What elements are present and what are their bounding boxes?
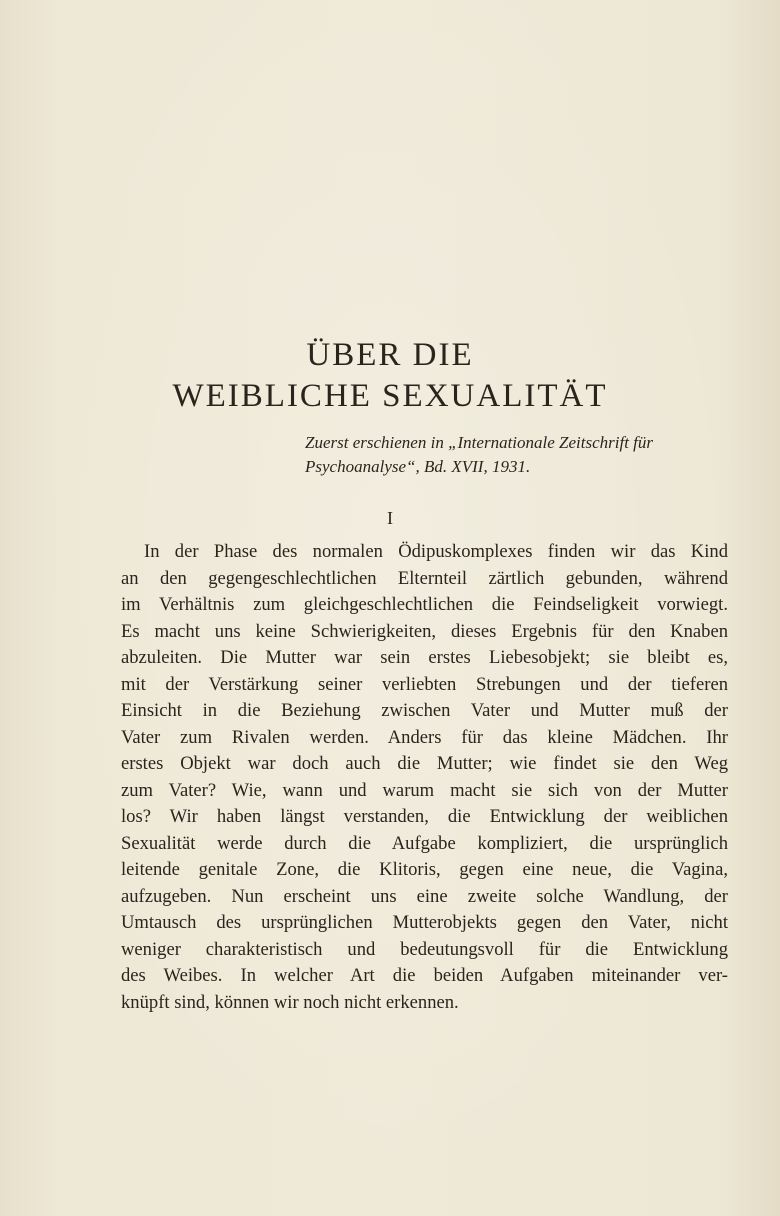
body-line: los? Wir haben längst verstanden, die Entwicklung der weiblichen [121, 806, 728, 827]
body-line: abzuleiten. Die Mutter war sein erstes Liebesobjekt; sie bleibt es, [121, 647, 728, 668]
body-line: leitende genitale Zone, die Klitoris, gegen eine neue, die Vagina, [121, 859, 728, 880]
body-line: weniger charakteristisch und bedeutungsvoll für die Entwicklung [121, 938, 728, 960]
body-line: erstes Objekt war doch auch die Mutter; wie findet sie den Weg [121, 753, 728, 774]
chapter-title-line-2: WEIBLICHE SEXUALITÄT [172, 378, 608, 414]
body-line: knüpft sind, können wir noch nicht erkennen. [121, 991, 459, 1013]
body-line: Sexualität werde durch die Aufgabe kompliziert, die ursprünglich [121, 832, 728, 854]
body-line: Es macht uns keine Schwierigkeiten, dieses Ergebnis für den Knaben [121, 620, 728, 642]
body-line: im Verhältnis zum gleichgeschlechtlichen die Feindseligkeit vorwiegt. [121, 594, 728, 615]
body-line: mit der Verstärkung seiner verliebten Strebungen und der tieferen [121, 673, 728, 695]
body-line: aufzugeben. Nun erscheint uns eine zweite solche Wandlung, der [121, 885, 728, 907]
source-note [305, 431, 755, 479]
body-line: an den gegengeschlechtlichen Elternteil zärtlich gebunden, während [121, 567, 728, 589]
body-line: Einsicht in die Beziehung zwischen Vater und Mutter muß der [121, 700, 728, 721]
body-line: Vater zum Rivalen werden. Anders für das kleine Mädchen. Ihr [121, 726, 728, 748]
body-line: In der Phase des normalen Ödipuskomplexes finden wir das Kind [144, 541, 728, 562]
chapter-title-line-1: ÜBER DIE [306, 337, 474, 373]
section-number: I [387, 508, 393, 528]
source-note-line-1: Zuerst erschienen in „Internationale Zeitschrift für [305, 433, 654, 452]
body-line: Umtausch des ursprünglichen Mutterobjekts gegen den Vater, nicht [121, 912, 728, 933]
source-note-line-2: Psychoanalyse“, Bd. XVII, 1931. [305, 457, 531, 476]
body-line: zum Vater? Wie, wann und warum macht sie sich von der Mutter [121, 779, 728, 801]
body-line: des Weibes. In welcher Art die beiden Aufgaben miteinander ver- [121, 965, 728, 986]
body-paragraph [121, 539, 728, 1016]
